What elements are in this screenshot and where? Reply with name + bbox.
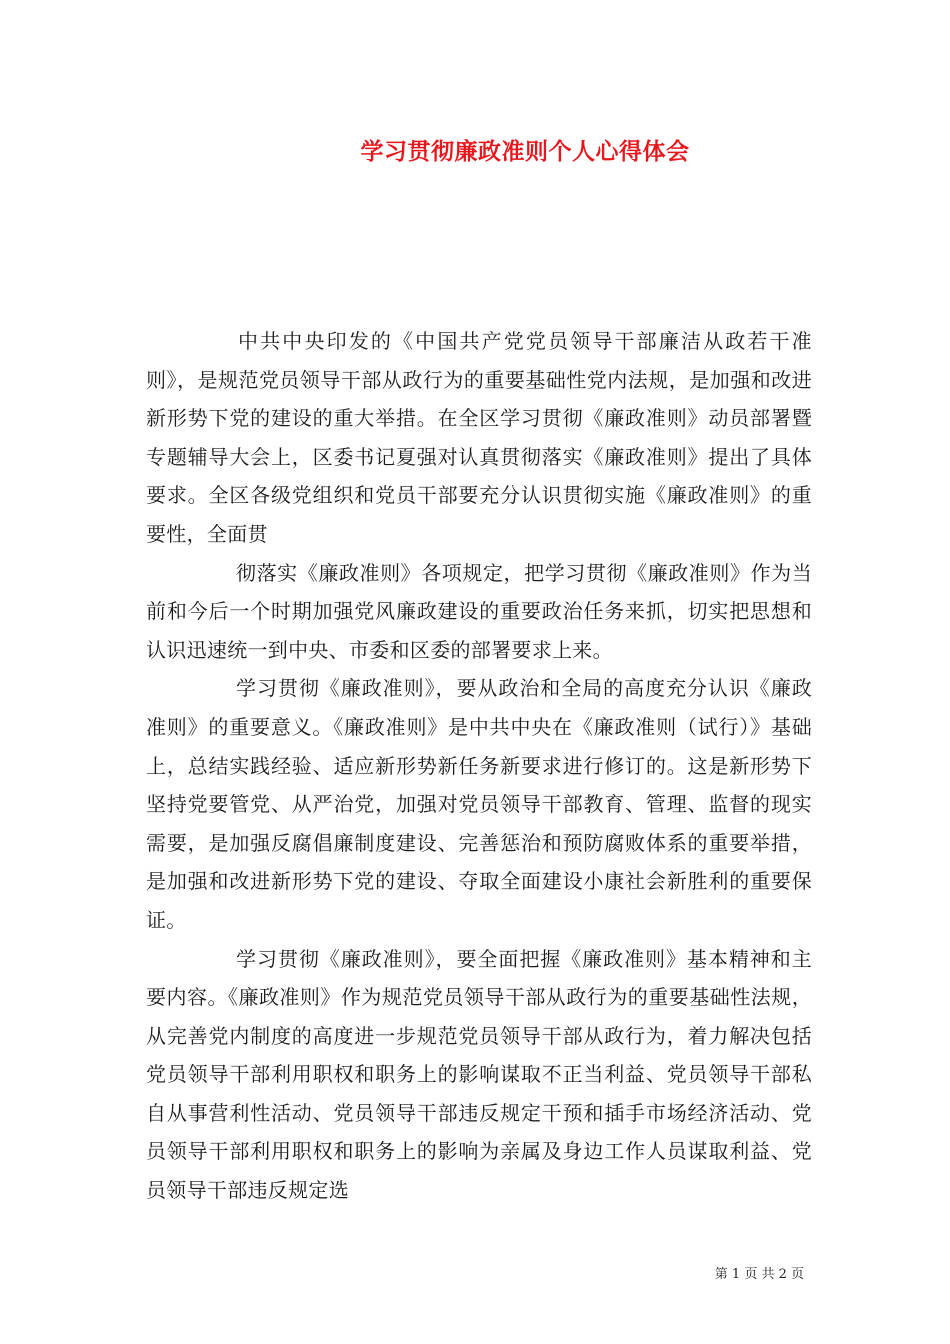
- paragraph: 彻落实《廉政准则》各项规定，把学习贯彻《廉政准则》作为当前和今后一个时期加强党风廉政建设的重要政治任务来抓，切实把思想和认识迅速统一到中央、市委和区委的部署要求上来。: [146, 560, 812, 662]
- paragraph: 学习贯彻《廉政准则》，要全面把握《廉政准则》基本精神和主要内容。《廉政准则》作为规范党员领导干部从政行为的重要基础性法规，从完善党内制度的高度进一步规范党员领导干部从政行为，着力解决包括党员领导干部利用职权和职务上的影响谋取不正当利益、党员领导干部私自从事营利性活动、党员领导干部违反规定干预和插手市场经济活动、党员领导干部利用职权和职务上的影响为亲属及身边工作人员谋取利益、党员领导干部违反规定选: [146, 946, 812, 1203]
- document-title: 学习贯彻廉政准则个人心得体会: [360, 138, 690, 165]
- document-body: [146, 322, 812, 1210]
- page-number-footer: 第 1 页 共 2 页: [714, 1267, 804, 1282]
- paragraph: 学习贯彻《廉政准则》，要从政治和全局的高度充分认识《廉政准则》的重要意义。《廉政准则》是中共中央在《廉政准则（试行）》基础上，总结实践经验、适应新形势新任务新要求进行修订的。这是新形势下坚持党要管党、从严治党，加强对党员领导干部教育、管理、监督的现实需要，是加强反腐倡廉制度建设、完善惩治和预防腐败体系的重要举措，是加强和改进新形势下党的建设、夺取全面建设小康社会新胜利的重要保证。: [146, 676, 812, 932]
- paragraph: 中共中央印发的《中国共产党党员领导干部廉洁从政若干准则》，是规范党员领导干部从政行为的重要基础性党内法规，是加强和改进新形势下党的建设的重大举措。在全区学习贯彻《廉政准则》动员部署暨专题辅导大会上，区委书记夏强对认真贯彻落实《廉政准则》提出了具体要求。全区各级党组织和党员干部要充分认识贯彻实施《廉政准则》的重要性，全面贯: [146, 329, 812, 546]
